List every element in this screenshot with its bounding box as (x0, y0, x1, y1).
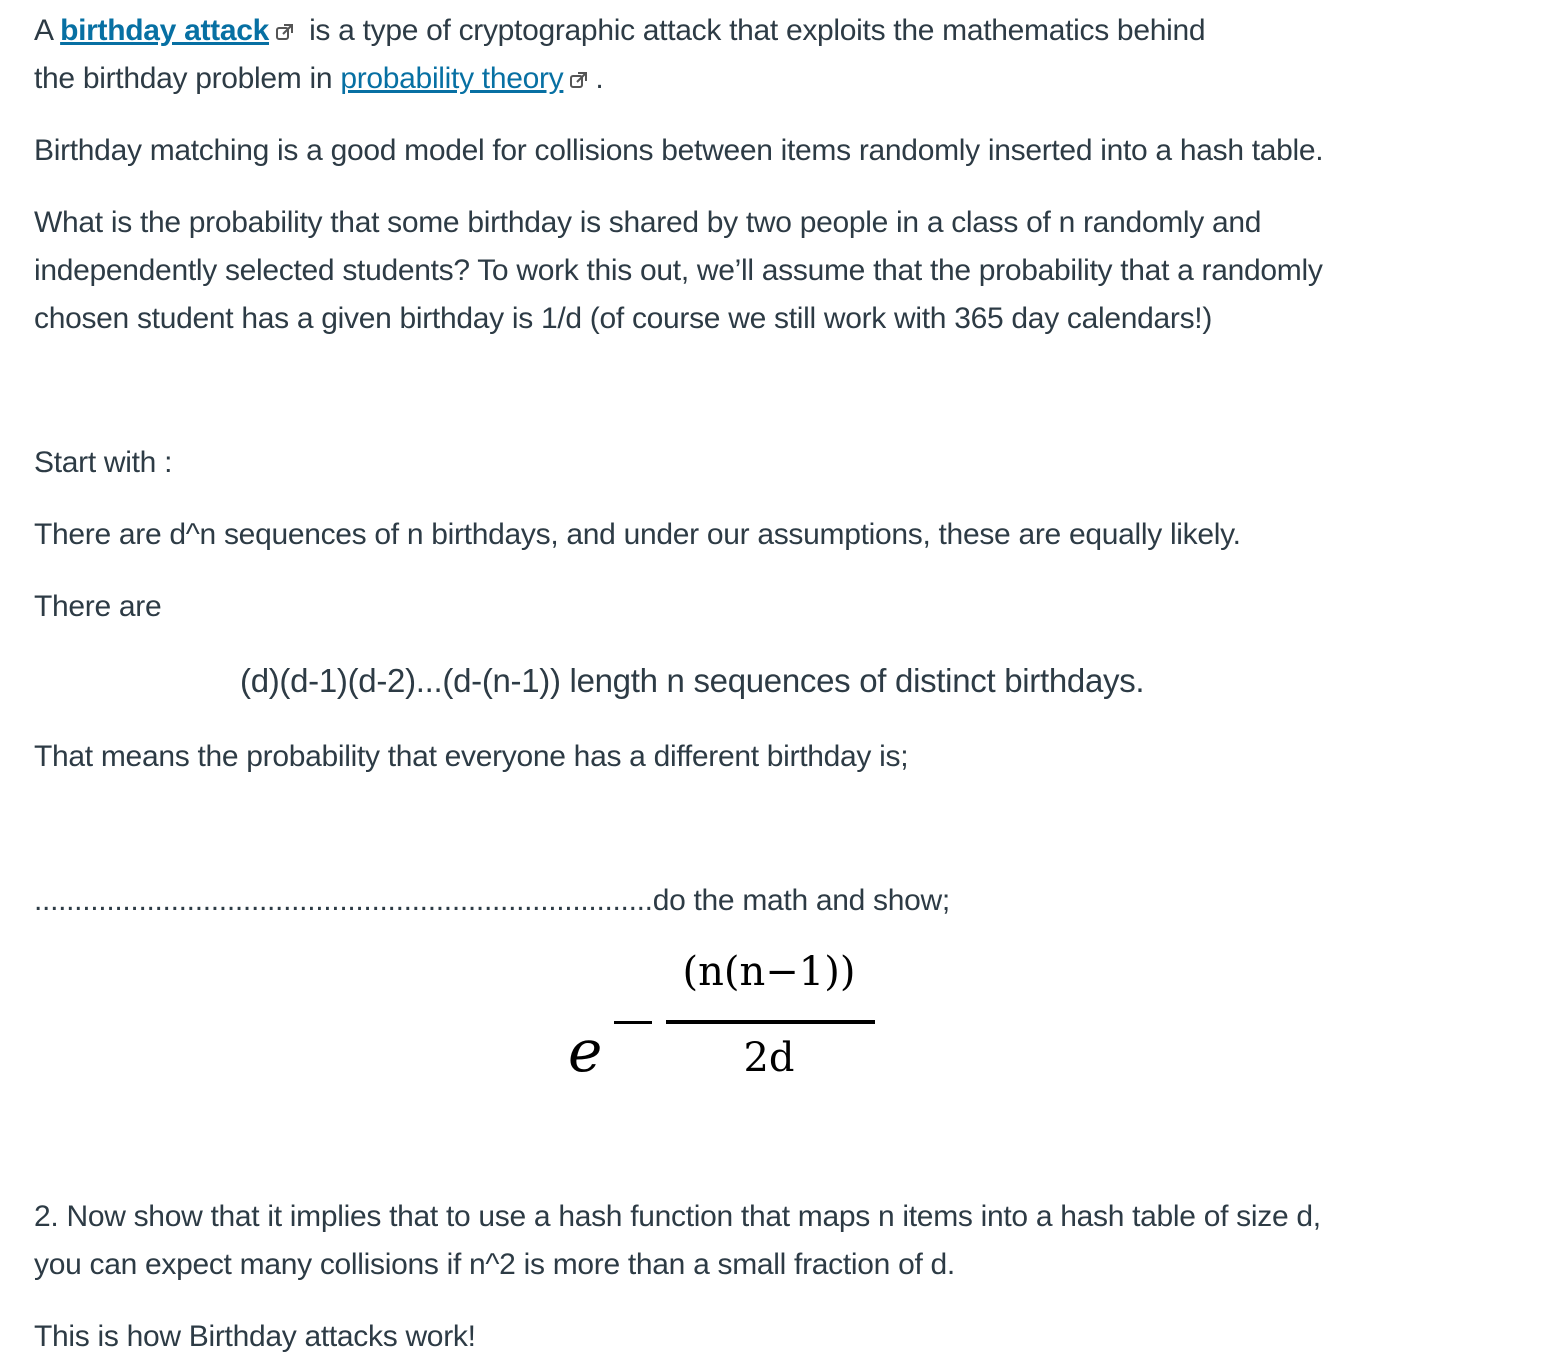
do-the-math-text: .............................................................................do the math and show; (34, 884, 950, 917)
intro-paragraph-line2 (34, 55, 603, 103)
distinct-sequences-text: (d)(d-1)(d-2)...(d-(n-1)) length n sequences of distinct birthdays. (240, 662, 1145, 699)
sequences-paragraph: There are d^n sequences of n birthdays, and under our assumptions, these are equally likely. (34, 518, 1241, 551)
closing-text: This is how Birthday attacks work! (34, 1320, 476, 1353)
matching-paragraph: Birthday matching is a good model for collisions between items randomly inserted into a hash table. (34, 134, 1324, 167)
formula-denominator: 2d (743, 1035, 795, 1081)
there-are-text: There are (34, 590, 162, 623)
probability-theory-link[interactable]: probability theory (340, 62, 564, 95)
formula-base: e (568, 1017, 603, 1085)
external-link-icon[interactable] (569, 70, 589, 90)
that-means-text: That means the probability that everyone has a different birthday is; (34, 740, 909, 773)
intro-line2-prefix: the birthday problem in (34, 62, 333, 95)
formula-numerator: (n(n−1)) (682, 949, 856, 995)
start-with-heading: Start with : (34, 446, 173, 479)
question-line3: chosen student has a given birthday is 1/d (of course we still work with 365 day calendars!) (34, 302, 1213, 335)
formula-fraction-bar (666, 1020, 875, 1024)
question-line2: independently selected students? To work this out, we’ll assume that the probability that a randomly (34, 254, 1323, 287)
intro-period: . (595, 62, 604, 95)
birthday-attack-link[interactable]: birthday attack (60, 14, 270, 47)
external-link-icon[interactable] (275, 22, 295, 42)
intro-middle-text: is a type of cryptographic attack that exploits the mathematics behind (309, 14, 1206, 47)
intro-prefix: A (34, 14, 53, 47)
part2-line1: 2. Now show that it implies that to use a hash function that maps n items into a hash table of size d, (34, 1200, 1321, 1233)
intro-paragraph-line1 (34, 7, 1205, 55)
question-line1: What is the probability that some birthday is shared by two people in a class of n randomly and (34, 206, 1262, 239)
part2-line2: you can expect many collisions if n^2 is more than a small fraction of d. (34, 1248, 955, 1281)
formula-minus-sign (614, 1021, 652, 1024)
